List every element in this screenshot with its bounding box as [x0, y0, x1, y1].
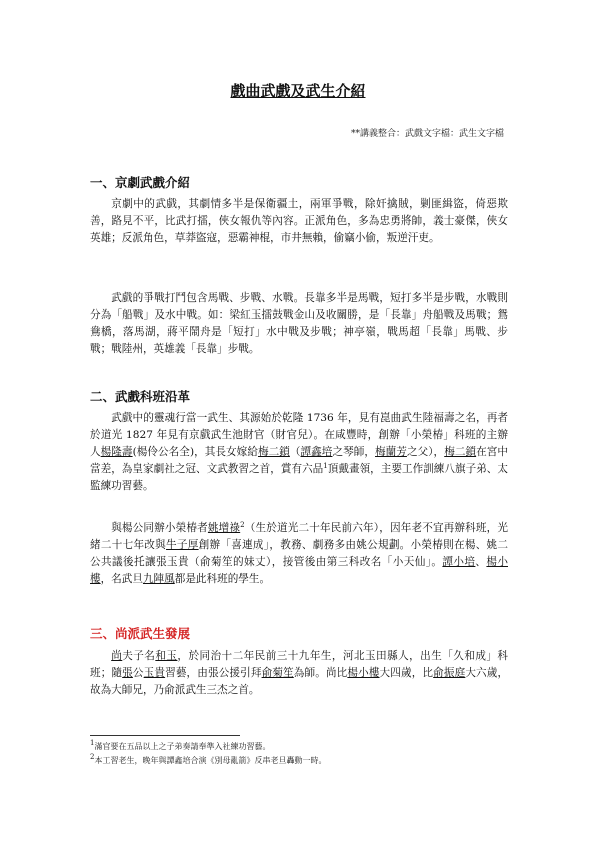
name-jiu-zhenfeng: 九陣風 [142, 573, 175, 585]
footnote-ref-1: 1 [323, 462, 328, 470]
credit-line: **講義整合：武戲文字檔：武生文字檔 [350, 129, 504, 139]
name-mei-ersuo-2: 梅二鎖 [444, 446, 477, 458]
section-2-paragraph-2: 與楊公同辦小榮椿者姚增祿$^2$（生於道光二十年民前六年），因年老不宜再辦科班，光緒二十七年改與牛子厚創辦「喜連成」，教務、劇務多由姚公規劃。小榮椿則在楊、姚二公共議後托讓張玉貴（俞菊笙的妹丈），接管後由第三科改名「小天仙」。譚小培、楊小樓，名武旦九陣風都是此科班的學生。 [90, 521, 509, 585]
name-mei-ersuo: 梅二鎖 [257, 446, 290, 458]
name-yang-xiaolou-2: 楊小樓 [347, 667, 380, 679]
name-niu-zihou: 牛子厚 [166, 539, 199, 551]
section-1-paragraph-1: 京劇中的武戲，其劇情多半是保衛疆土，兩軍爭戰，除奸擒賊，剿匪緝盜，倚惡欺善，路見不平，比武打擂，俠女報仇等內容。正派角色，多為忠勇將帥，義士豪傑，俠女英雄；反派角色，草莽盜寇，惡霸神棍，市井無賴，偷竊小偷，叛逆汗吏。 [90, 198, 508, 244]
section-3-paragraph-1: 尚夫子名和玉，於同治十二年民前三十九年生，河北玉田縣人，出生「久和成」科班；隨張公玉貴習藝，由張公援引拜俞菊笙為師。尚比楊小樓大四歲，比俞振庭大六歲，故為大師兄，乃俞派武生三杰之首。 [90, 650, 509, 696]
name-yang-xiaolou: 楊小樓 [90, 556, 508, 585]
footnote-2: $^2$本工習老生，晚年與譚鑫培合演《別母亂箭》反串老旦轟動一時。 [90, 753, 327, 765]
name-zhang: 張 [122, 667, 133, 679]
section-2-paragraph-1: 武戲中的靈魂行當一武生、其源始於乾隆 1736 年，見有崑曲武生陸福壽之名，再者於道光 1827 年見有京戲武生池財官（財官兒）。在咸豐時，創辦「小榮椿」科班的主辦人楊隆壽(楊伶公名全)，其長女嫁給梅二鎖（譚鑫培之琴師，梅蘭芳之父），梅二鎖在宮中當差，為皇家劇社之冠、文武教習之首，賞有六品$^1$頂戴畫領，主要工作訓練八旗子弟、太監練功習藝。 [90, 412, 509, 492]
section-2-heading: 二、武戲科班沿革 [90, 389, 191, 404]
name-yu-zhenting: 俞振庭 [433, 667, 466, 679]
section-1-paragraph-2: 武戲的爭戰打鬥包含馬戰、步戰、水戰。長靠多半是馬戰，短打多半是步戰，水戰則分為「船戰」及水中戰。如：梁紅玉擂鼓戰金山及收關勝，是「長靠」舟船戰及馬戰；鴛鴦橋，落馬湖，蔣平鬧舟是「短打」水中戰及步戰；神亭嶺，戰馬超「長靠」馬戰、步戰；戰陸州，英雄義「長靠」步戰。 [90, 292, 508, 355]
name-shang: 尚 [111, 650, 123, 662]
name-yu-jusheng: 俞菊笙 [261, 667, 294, 679]
section-3-heading: 三、尚派武生發展 [90, 626, 191, 641]
name-tan-xiaopei: 譚小培 [442, 556, 476, 568]
footnote-ref-2: 2 [240, 521, 245, 529]
name-heyu: 和玉 [155, 650, 178, 662]
name-mei-lanfang: 梅蘭芳 [375, 446, 407, 458]
name-tan-xinpei: 譚鑫培 [300, 446, 333, 458]
name-yugui: 玉貴 [143, 667, 166, 679]
footnote-divider [90, 735, 240, 736]
footnote-1: $^1$滿官要在五品以上之子弟奏請奉準入社練功習藝。 [90, 739, 271, 751]
name-yang-longshou: 楊隆壽 [100, 446, 133, 458]
name-yao-zenglu: 姚增祿 [207, 522, 241, 534]
document-title: 戲曲武戲及武生介紹 [230, 82, 366, 100]
section-1-heading: 一、京劇武戲介紹 [90, 175, 191, 190]
